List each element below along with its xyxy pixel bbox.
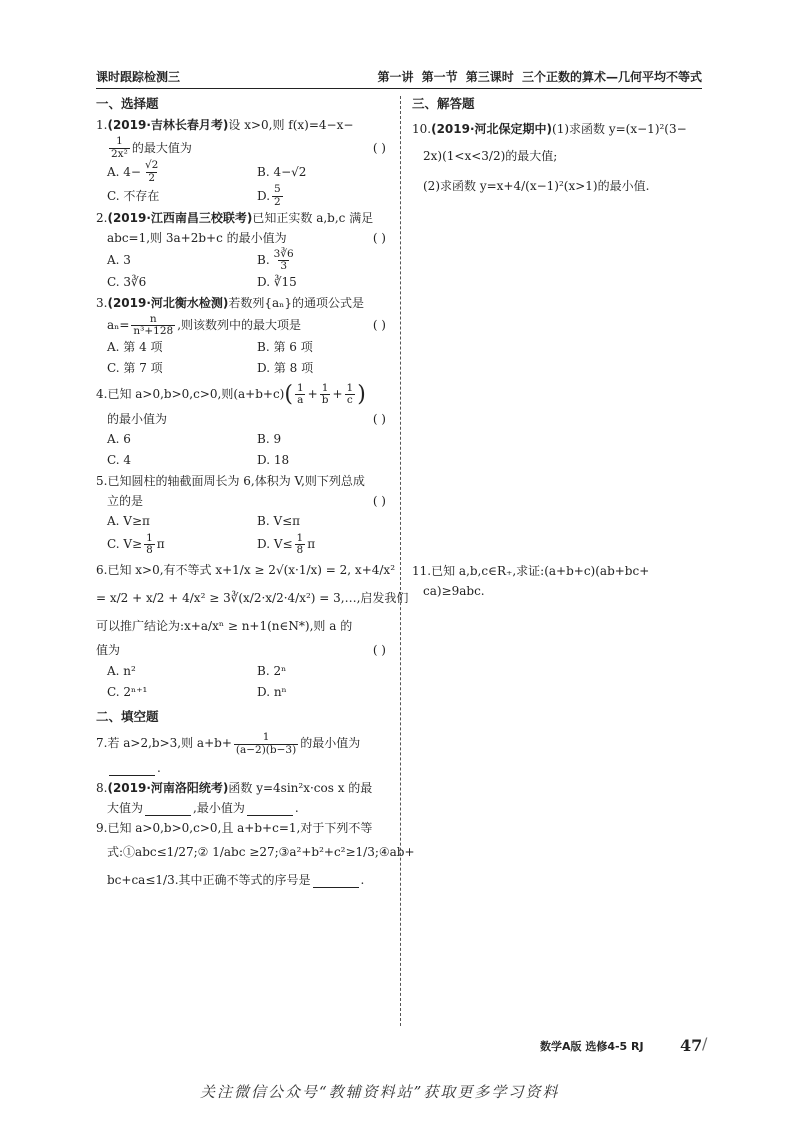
q4-line2 bbox=[96, 410, 392, 430]
q2-num: 2. bbox=[96, 210, 108, 225]
q8-line1 bbox=[96, 779, 392, 799]
question-8 bbox=[96, 779, 392, 819]
q3-line2 bbox=[96, 314, 392, 338]
q3-text-b-post: ,则该数列中的最大项是 bbox=[177, 317, 302, 332]
q6-line1 bbox=[96, 557, 396, 585]
q11-line1-text: 已知 a,b,c∈R₊,求证:(a+b+c)(ab+bc+ bbox=[431, 564, 650, 579]
q4-text-a: 已知 a>0,b>0,c>0,则(a+b+c) bbox=[107, 386, 285, 401]
q4-option-a: A. 6 bbox=[107, 432, 131, 447]
q10-line1-text: (1)求函数 y=(x−1)²(3− bbox=[552, 122, 687, 137]
q5-option-d bbox=[257, 533, 403, 557]
q2-option-b-frac bbox=[272, 249, 296, 273]
q2-option-b-text: B. bbox=[257, 252, 270, 267]
q3-fraction bbox=[131, 314, 175, 338]
q5-option-a: A. V≥π bbox=[107, 514, 150, 529]
q5-option-d-den: 8 bbox=[296, 544, 304, 557]
q4-frac-a-den: a bbox=[297, 394, 304, 407]
q8-text-b: 大值为 bbox=[107, 801, 144, 816]
q5-option-d-text: D. V≤ bbox=[257, 536, 293, 551]
footer-slash: / bbox=[702, 1034, 708, 1053]
q8-max-blank[interactable] bbox=[145, 803, 191, 816]
q1-option-a-text: A. 4− bbox=[107, 164, 141, 179]
q7-end: . bbox=[157, 761, 161, 776]
q6-option-b: B. 2ⁿ bbox=[257, 663, 287, 678]
q5-text-a: 已知圆柱的轴截面周长为 6,体积为 V,则下列总成 bbox=[107, 473, 365, 488]
q6-option-c: C. 2ⁿ⁺¹ bbox=[107, 684, 148, 699]
q10-line2 bbox=[412, 142, 708, 172]
q5-option-c-num: 1 bbox=[146, 531, 153, 544]
q6-answer-bracket: ( ) bbox=[372, 643, 386, 658]
column-divider bbox=[400, 96, 401, 1026]
q9-end: . bbox=[360, 873, 365, 888]
q3-option-c: C. 第 7 项 bbox=[107, 361, 163, 376]
q2-answer-bracket: ( ) bbox=[372, 230, 386, 245]
q8-end: . bbox=[294, 801, 299, 816]
q5-text-b: 立的是 bbox=[107, 493, 144, 508]
q2-text-a: 已知正实数 a,b,c 满足 bbox=[252, 210, 374, 225]
q3-line1 bbox=[96, 294, 392, 314]
page-header bbox=[96, 70, 702, 86]
header-left-title: 课时跟踪检测三 bbox=[96, 70, 181, 84]
q4-option-c: C. 4 bbox=[107, 453, 132, 468]
q6-options bbox=[96, 661, 392, 703]
q3-option-d: D. 第 8 项 bbox=[257, 361, 314, 376]
q3-option-b: B. 第 6 项 bbox=[257, 340, 313, 355]
q7-text-a: 若 a>2,b>3,则 a+b+ bbox=[107, 736, 232, 751]
q1-text-a: 设 x>0,则 f(x)=4−x− bbox=[228, 118, 354, 133]
question-9 bbox=[96, 819, 415, 895]
q3-num: 3. bbox=[96, 295, 108, 310]
page-number: 47 bbox=[680, 1036, 703, 1055]
q2-option-b-den: 3 bbox=[280, 260, 288, 273]
right-column bbox=[412, 96, 708, 116]
bottom-handwritten-note: 关注微信公众号“教辅资料站”获取更多学习资料 bbox=[200, 1083, 560, 1101]
question-1 bbox=[96, 116, 392, 208]
q3-source: (2019·河北衡水检测) bbox=[107, 295, 229, 310]
q4-frac-b-den: b bbox=[321, 394, 329, 407]
q4-frac-c bbox=[345, 383, 356, 407]
q9-answer-blank[interactable] bbox=[313, 875, 359, 888]
q5-num: 5. bbox=[96, 473, 108, 488]
q1-line2 bbox=[96, 136, 392, 160]
section-fill-title: 二、填空题 bbox=[96, 708, 159, 724]
q7-line1 bbox=[96, 729, 392, 759]
q4-options bbox=[96, 430, 392, 472]
q1-option-d-den: 2 bbox=[274, 195, 281, 208]
q8-text-a: 函数 y=4sin²x·cos x 的最 bbox=[228, 781, 373, 796]
q9-line2-text: 式:①abc≤1/27;② 1/abc ≥27;③a²+b²+c²≥1/3;④ab+ bbox=[107, 845, 415, 860]
q4-frac-b-num: 1 bbox=[321, 381, 329, 394]
q1-option-c: C. 不存在 bbox=[107, 188, 160, 203]
q5-answer-bracket: ( ) bbox=[372, 493, 386, 508]
q9-line1 bbox=[96, 819, 392, 839]
q1-option-d-num: 5 bbox=[274, 183, 281, 196]
q4-text-b: 的最小值为 bbox=[107, 411, 168, 426]
q5-option-d-frac bbox=[295, 533, 306, 557]
question-11 bbox=[412, 562, 708, 602]
q2-option-d: D. ∛15 bbox=[257, 275, 297, 290]
q2-line2 bbox=[96, 229, 392, 249]
question-10 bbox=[412, 118, 708, 202]
q4-num: 4. bbox=[96, 386, 108, 401]
q5-option-c-den: 8 bbox=[146, 544, 153, 557]
q1-source: (2019·吉林长春月考) bbox=[107, 118, 229, 133]
q1-option-a-den: 2 bbox=[148, 171, 156, 184]
q2-option-b bbox=[257, 249, 403, 273]
q1-option-b: B. 4−√2 bbox=[257, 164, 307, 179]
q3-frac-num: n bbox=[149, 312, 157, 325]
q4-answer-bracket: ( ) bbox=[372, 411, 386, 426]
q11-line2-text: ca)≥9abc. bbox=[423, 584, 485, 599]
q2-line1 bbox=[96, 209, 392, 229]
question-5 bbox=[96, 472, 392, 557]
section-choice-title: 一、选择题 bbox=[96, 96, 159, 111]
q9-line3 bbox=[96, 867, 392, 895]
header-rule bbox=[96, 88, 702, 89]
q6-line2 bbox=[96, 585, 409, 613]
q9-line1-text: 已知 a>0,b>0,c>0,且 a+b+c=1,对于下列不等 bbox=[107, 821, 373, 836]
question-7 bbox=[96, 729, 392, 779]
q1-option-d-frac bbox=[272, 184, 283, 208]
q4-right-paren: ) bbox=[357, 381, 366, 407]
question-6 bbox=[96, 557, 409, 703]
q1-option-a-frac bbox=[143, 160, 160, 184]
q10-num: 10. bbox=[412, 122, 432, 137]
q6-line4-text: 值为 bbox=[96, 643, 121, 658]
q1-option-a bbox=[107, 160, 257, 184]
question-2 bbox=[96, 209, 392, 294]
q4-line1 bbox=[96, 380, 392, 410]
header-right-title: 第一讲 第一节 第三课时 三个正数的算术—几何平均不等式 bbox=[377, 70, 702, 84]
q10-line3-text: (2)求函数 y=x+4/(x−1)²(x>1)的最小值. bbox=[423, 179, 650, 194]
q6-line4 bbox=[96, 641, 392, 661]
q6-option-a: A. n² bbox=[107, 663, 136, 678]
q9-line2 bbox=[96, 839, 415, 867]
q5-option-c-frac bbox=[144, 533, 155, 557]
q8-line2 bbox=[96, 799, 392, 819]
q6-line3-text: 可以推广结论为:x+a/xⁿ ≥ n+1(n∈N*),则 a 的 bbox=[96, 619, 353, 634]
q1-options bbox=[96, 160, 392, 208]
q11-num: 11. bbox=[412, 564, 432, 579]
q1-fraction bbox=[109, 136, 130, 160]
q5-option-c bbox=[107, 533, 257, 557]
q2-source: (2019·江西南昌三校联考) bbox=[107, 210, 253, 225]
q2-text-b: abc=1,则 3a+2b+c 的最小值为 bbox=[107, 230, 287, 245]
q6-line1-text: 已知 x>0,有不等式 x+1/x ≥ 2√(x·1/x) = 2, x+4/x² bbox=[107, 563, 396, 578]
q1-num: 1. bbox=[96, 118, 108, 133]
q4-plus-1: + bbox=[307, 386, 318, 401]
footer-book-label: 数学A版 选修4-5 RJ bbox=[540, 1040, 644, 1053]
q5-option-b: B. V≤π bbox=[257, 514, 301, 529]
q4-frac-c-num: 1 bbox=[346, 381, 354, 394]
left-column bbox=[96, 96, 415, 895]
q1-answer-bracket: ( ) bbox=[372, 140, 386, 155]
q4-left-paren: ( bbox=[284, 381, 293, 407]
q6-line3 bbox=[96, 613, 392, 641]
q8-num: 8. bbox=[96, 781, 108, 796]
q11-line1 bbox=[412, 562, 708, 582]
q7-answer-blank[interactable] bbox=[109, 763, 155, 776]
q4-frac-b bbox=[320, 383, 331, 407]
q7-fraction bbox=[234, 732, 298, 756]
q5-line2 bbox=[96, 492, 392, 512]
q5-line1 bbox=[96, 472, 392, 492]
q2-option-c: C. 3∛6 bbox=[107, 275, 147, 290]
q1-frac-num: 1 bbox=[116, 135, 123, 148]
section-answer-title: 三、解答题 bbox=[412, 96, 475, 111]
q4-frac-c-den: c bbox=[346, 394, 353, 407]
q5-option-d-num: 1 bbox=[296, 531, 304, 544]
q6-num: 6. bbox=[96, 563, 108, 578]
q4-option-b: B. 9 bbox=[257, 432, 282, 447]
q1-line1 bbox=[96, 116, 392, 136]
q5-option-c-post: π bbox=[156, 536, 165, 551]
q2-options bbox=[96, 249, 392, 294]
q5-options bbox=[96, 512, 392, 557]
q11-line2 bbox=[412, 582, 708, 602]
q8-source: (2019·河南洛阳统考) bbox=[107, 781, 229, 796]
q9-line3-text: bc+ca≤1/3.其中正确不等式的序号是 bbox=[107, 873, 311, 888]
q8-min-blank[interactable] bbox=[247, 803, 293, 816]
q7-num: 7. bbox=[96, 736, 108, 751]
q3-options bbox=[96, 338, 392, 380]
q7-line2 bbox=[96, 759, 392, 779]
q1-option-a-num: √2 bbox=[144, 159, 159, 172]
q3-frac-den: n³+128 bbox=[133, 325, 174, 338]
q10-line3 bbox=[412, 172, 708, 202]
q4-plus-2: + bbox=[332, 386, 343, 401]
q2-option-b-num: 3∛6 bbox=[273, 247, 294, 260]
q10-line2-text: 2x)(1<x<3/2)的最大值; bbox=[423, 149, 558, 164]
q3-text-b-pre: aₙ= bbox=[107, 317, 130, 332]
q6-line2-text: = x/2 + x/2 + 4/x² ≥ 3∛(x/2·x/2·4/x²) = 3,…,启发我们 bbox=[96, 591, 409, 606]
q4-frac-a bbox=[295, 383, 306, 407]
q5-option-c-text: C. V≥ bbox=[107, 536, 143, 551]
question-3 bbox=[96, 294, 392, 380]
q1-frac-den: 2x² bbox=[111, 147, 128, 160]
q8-text-c: ,最小值为 bbox=[193, 801, 245, 816]
q1-text-b: 的最大值为 bbox=[131, 140, 192, 155]
q2-option-a: A. 3 bbox=[107, 252, 131, 267]
q4-option-d: D. 18 bbox=[257, 453, 290, 468]
q10-source: (2019·河北保定期中) bbox=[431, 122, 553, 137]
q7-frac-num: 1 bbox=[262, 731, 270, 744]
q1-option-d bbox=[257, 184, 403, 208]
q6-option-d: D. nⁿ bbox=[257, 684, 287, 699]
q9-num: 9. bbox=[96, 821, 108, 836]
q3-answer-bracket: ( ) bbox=[372, 317, 386, 332]
q10-line1 bbox=[412, 118, 708, 142]
q3-text-a: 若数列{aₙ}的通项公式是 bbox=[228, 295, 365, 310]
q1-option-d-text: D. bbox=[257, 188, 271, 203]
question-4 bbox=[96, 380, 392, 472]
q3-option-a: A. 第 4 项 bbox=[107, 340, 163, 355]
q7-frac-den: (a−2)(b−3) bbox=[235, 743, 297, 756]
q5-option-d-post: π bbox=[307, 536, 316, 551]
q7-text-b: 的最小值为 bbox=[300, 736, 361, 751]
q4-frac-a-num: 1 bbox=[296, 381, 304, 394]
